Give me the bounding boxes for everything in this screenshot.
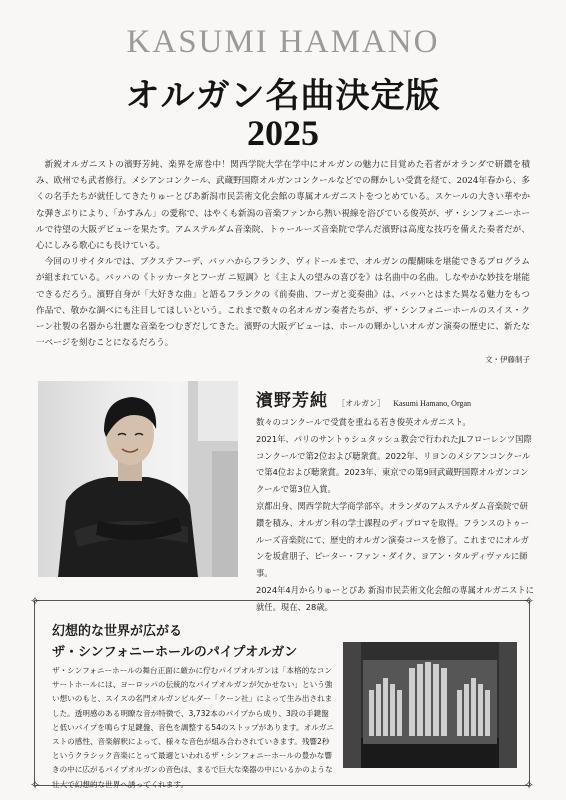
feature-paragraph: ザ・シンフォニーホールの舞台正面に厳かに佇むパイプオルガンは「本格的なコンサートホールには、ヨーロッパの伝統的なパイプオルガンが欠かせない」という強い想いのもと、スイスの名門オルガンビルダー「クーン社」によって生み出されました。透明感のある明瞭な音が特徴で、3,732本のパイプから成り、3段の手鍵盤と低いパイプを鳴らす足鍵盤、音色を調整する54のストップがあります。オルガニストの感性、音楽解釈によって、様々な音色が組み合わされていきます。残響2秒というクラシック音楽にとって最適といわれるザ・シンフォニーホールの豊かな響きの中に広がるパイプオルガンの音色は、まるで巨大な楽器の中にいるかのような壮大で幻想的な世界へ誘ってくれます。	[52, 666, 334, 789]
feature-title-line1: 幻想的な世界が広がる	[52, 624, 183, 639]
bio-paragraph: 2024年4月からりゅーとぴあ 新潟市民芸術文化会館の専属オルガニストに就任。現在、28歳。	[256, 584, 534, 612]
ornament-corner-icon: ✧	[523, 778, 535, 792]
ornament-corner-icon: ✧	[29, 778, 41, 792]
author-credit: 文・伊藤制子	[485, 355, 530, 364]
bio-paragraph: 数々のコンクールで受賞を重ねる若き俊英オルガニスト。	[256, 417, 471, 427]
pipe-organ-photo	[343, 642, 517, 768]
portrait-photo	[38, 381, 238, 577]
ornament-corner-icon: ✧	[29, 594, 41, 608]
intro-paragraph: 新鋭オルガニストの濱野芳純、楽界を席巻中！関西学院大学在学中にオルガンの魅力に目覚めた若者がオランダで研鑽を積み、欧州でも武者修行。メシアンコンクール、武蔵野国際オルガンコンクールなどでの輝かしい受賞を経て、2024年春から、多くの名手たちが就任してきたりゅーとぴあ新潟市民芸術文化会館の専属オルガニストをつとめている。スケールの大きい華やかな弾きぶりにより、「かすみん」の愛称で、はやくも新潟の音楽ファンから熱い視線を浴びている俊英が、ザ・シンフォニーホールで待望の大阪デビューを果たす。アムステルダム音楽院、トゥールーズ音楽院で学んだ濱野は高度な技巧を備えた奏者だが、心にしみる歌心にも長けている。	[36, 160, 530, 252]
ornament-corner-icon: ✧	[523, 594, 535, 608]
concert-title: オルガン名曲決定版	[125, 76, 441, 116]
feature-body	[52, 664, 334, 792]
concert-year: 2025	[247, 113, 319, 153]
bio-heading	[256, 386, 536, 411]
intro-paragraph: 今回のリサイタルでは、ブクステフーデ、バッハからフランク、ヴィドールまで、オルガンの醍醐味を堪能できるプログラムが組まれている。バッハの《トッカータとフーガ ニ短調》と《主よ人の望みの喜びを》は名曲中の名曲。しなやかな妙技を堪能できるだろう。濱野自身が「大好きな曲」と語るフランクの《前奏曲、フーガと変奏曲》は、バッハとはまた異なる魅力をもつ作品で、敬かな調べにも注目してほしいという。これまで数々の名オルガン奏者たちが、ザ・シンフォニーホールのスイス・クーン社製の名器から壮麗な音楽をつむぎだしてきた。濱野の大阪デビューは、ホールの輝かしいオルガン演奏の歴史に、新たな一ページを刻むことになるだろう。	[36, 257, 530, 349]
bio-paragraph: 京都出身、関西学院大学商学部卒。オランダのアムステルダム音楽院で研鑽を積み、オルガン科の学士課程のディプロマを取得。フランスのトゥールーズ音楽院にて、歴史的オルガン演奏コースを修了。これまでにオルガンを坂倉朋子、ピーター・ファン・ダイク、ヨアン・タルディヴァルに師事。	[256, 500, 530, 579]
artist-name-en: KASUMI HAMANO	[126, 24, 440, 60]
bio-romaji: Kasumi Hamano, Organ	[393, 399, 472, 408]
bio-text	[256, 414, 534, 616]
intro-text	[36, 157, 530, 351]
bio-name: 濱野芳純	[256, 391, 328, 411]
bio-paragraph: 2021年、パリのサントゥシュタッシュ教会で行われたJLフローレンツ国際コンクールで第2位および聴衆賞。2022年、リヨンのメシアンコンクールで第4位および聴衆賞。2023年、東京での第9回武蔵野国際オルガンコンクールで第3位入賞。	[256, 433, 532, 495]
feature-title-line2: ザ・シンフォニーホールのパイプオルガン	[52, 645, 298, 660]
bio-role: ［オルガン］	[337, 399, 386, 408]
